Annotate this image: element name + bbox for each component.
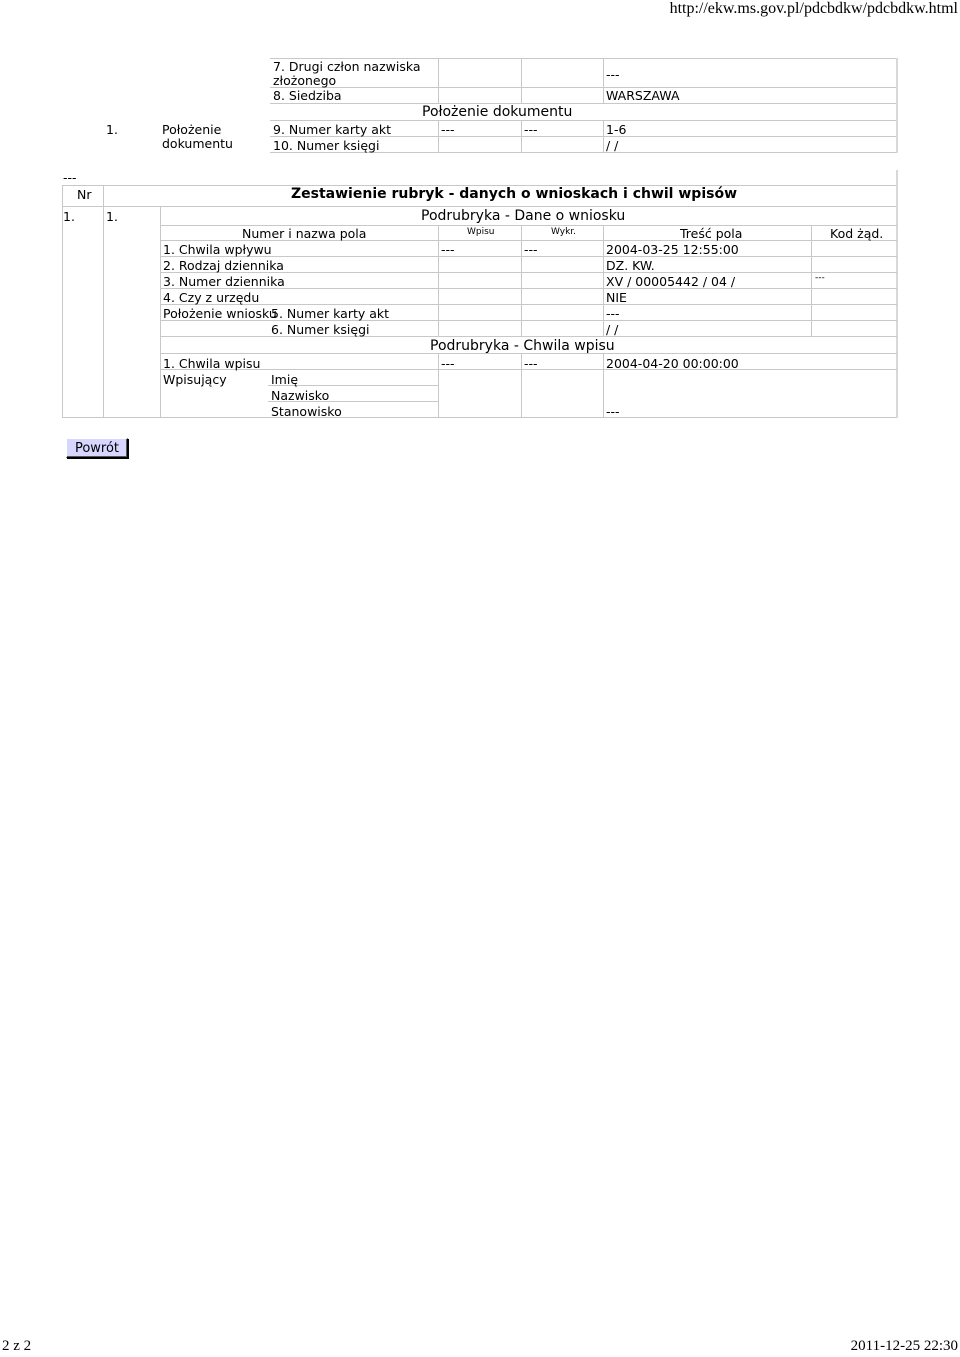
column-tresc: Treść pola — [680, 226, 743, 241]
row9-wpisu: --- — [441, 122, 455, 137]
r2-label: 2. Rodzaj dziennika — [163, 258, 284, 273]
nr-header: Nr — [77, 187, 92, 202]
group-label-cont: dokumentu — [162, 136, 233, 151]
row7-label-cont: złożonego — [273, 73, 337, 88]
row-number: 1. — [106, 122, 118, 137]
page-number: 2 z 2 — [2, 1338, 32, 1354]
column-wykr: Wykr. — [551, 227, 577, 237]
subsection-title-entry: Podrubryka - Chwila wpisu — [430, 338, 615, 354]
r1-value: 2004-03-25 12:55:00 — [606, 242, 739, 257]
r6-label: 6. Numer księgi — [271, 322, 370, 337]
section-title: Położenie dokumentu — [422, 104, 573, 120]
r3-value: XV / 00005442 / 04 / — [606, 274, 736, 289]
row10-value: / / — [606, 138, 619, 153]
back-button[interactable]: Powrót — [66, 438, 128, 458]
r4-value: NIE — [606, 290, 627, 305]
r1-wykr: --- — [524, 242, 538, 257]
r1-label: 1. Chwila wpływu — [163, 242, 272, 257]
row7-label: 7. Drugi człon nazwiska — [273, 59, 421, 74]
row-nr: 1. — [63, 209, 75, 224]
row9-value: 1-6 — [606, 122, 627, 137]
column-wpisu: Wpisu — [467, 227, 495, 237]
row8-label: 8. Siedziba — [273, 88, 342, 103]
group-label: Położenie — [162, 122, 222, 137]
c1-wykr: --- — [524, 356, 538, 371]
wpisujacy-value: --- — [606, 404, 620, 419]
subrow-nr: 1. — [106, 209, 118, 224]
r5-value: --- — [606, 306, 620, 321]
dash-marker: --- — [63, 170, 77, 185]
column-field: Numer i nazwa pola — [242, 226, 367, 241]
c1-value: 2004-04-20 00:00:00 — [606, 356, 739, 371]
summary-title: Zestawienie rubryk - danych o wnioskach i chwil wpisów — [291, 186, 737, 202]
location-group-label: Położenie wniosku — [163, 306, 277, 321]
r4-label: 4. Czy z urzędu — [163, 290, 260, 305]
row9-wykr: --- — [524, 122, 538, 137]
wpisujacy-label: Wpisujący — [163, 372, 227, 387]
nazwisko-label: Nazwisko — [271, 388, 330, 403]
row8-value: WARSZAWA — [606, 88, 680, 103]
r1-wpisu: --- — [441, 242, 455, 257]
row7-value: --- — [606, 67, 620, 82]
kod-value: --- — [815, 273, 825, 283]
subsection-title-application: Podrubryka - Dane o wniosku — [421, 208, 626, 224]
r5-label: 5. Numer karty akt — [271, 306, 390, 321]
r6-value: / / — [606, 322, 619, 337]
c1-wpisu: --- — [441, 356, 455, 371]
print-timestamp: 2011-12-25 22:30 — [850, 1338, 958, 1354]
row9-label: 9. Numer karty akt — [273, 122, 392, 137]
c1-label: 1. Chwila wpisu — [163, 356, 261, 371]
page-url: http://ekw.ms.gov.pl/pdcbdkw/pdcbdkw.html — [669, 0, 958, 17]
imie-label: Imię — [271, 372, 299, 387]
r3-label: 3. Numer dziennika — [163, 274, 285, 289]
r2-value: DZ. KW. — [606, 258, 655, 273]
column-kod: Kod żąd. — [830, 226, 884, 241]
stanowisko-label: Stanowisko — [271, 404, 342, 419]
row10-label: 10. Numer księgi — [273, 138, 380, 153]
